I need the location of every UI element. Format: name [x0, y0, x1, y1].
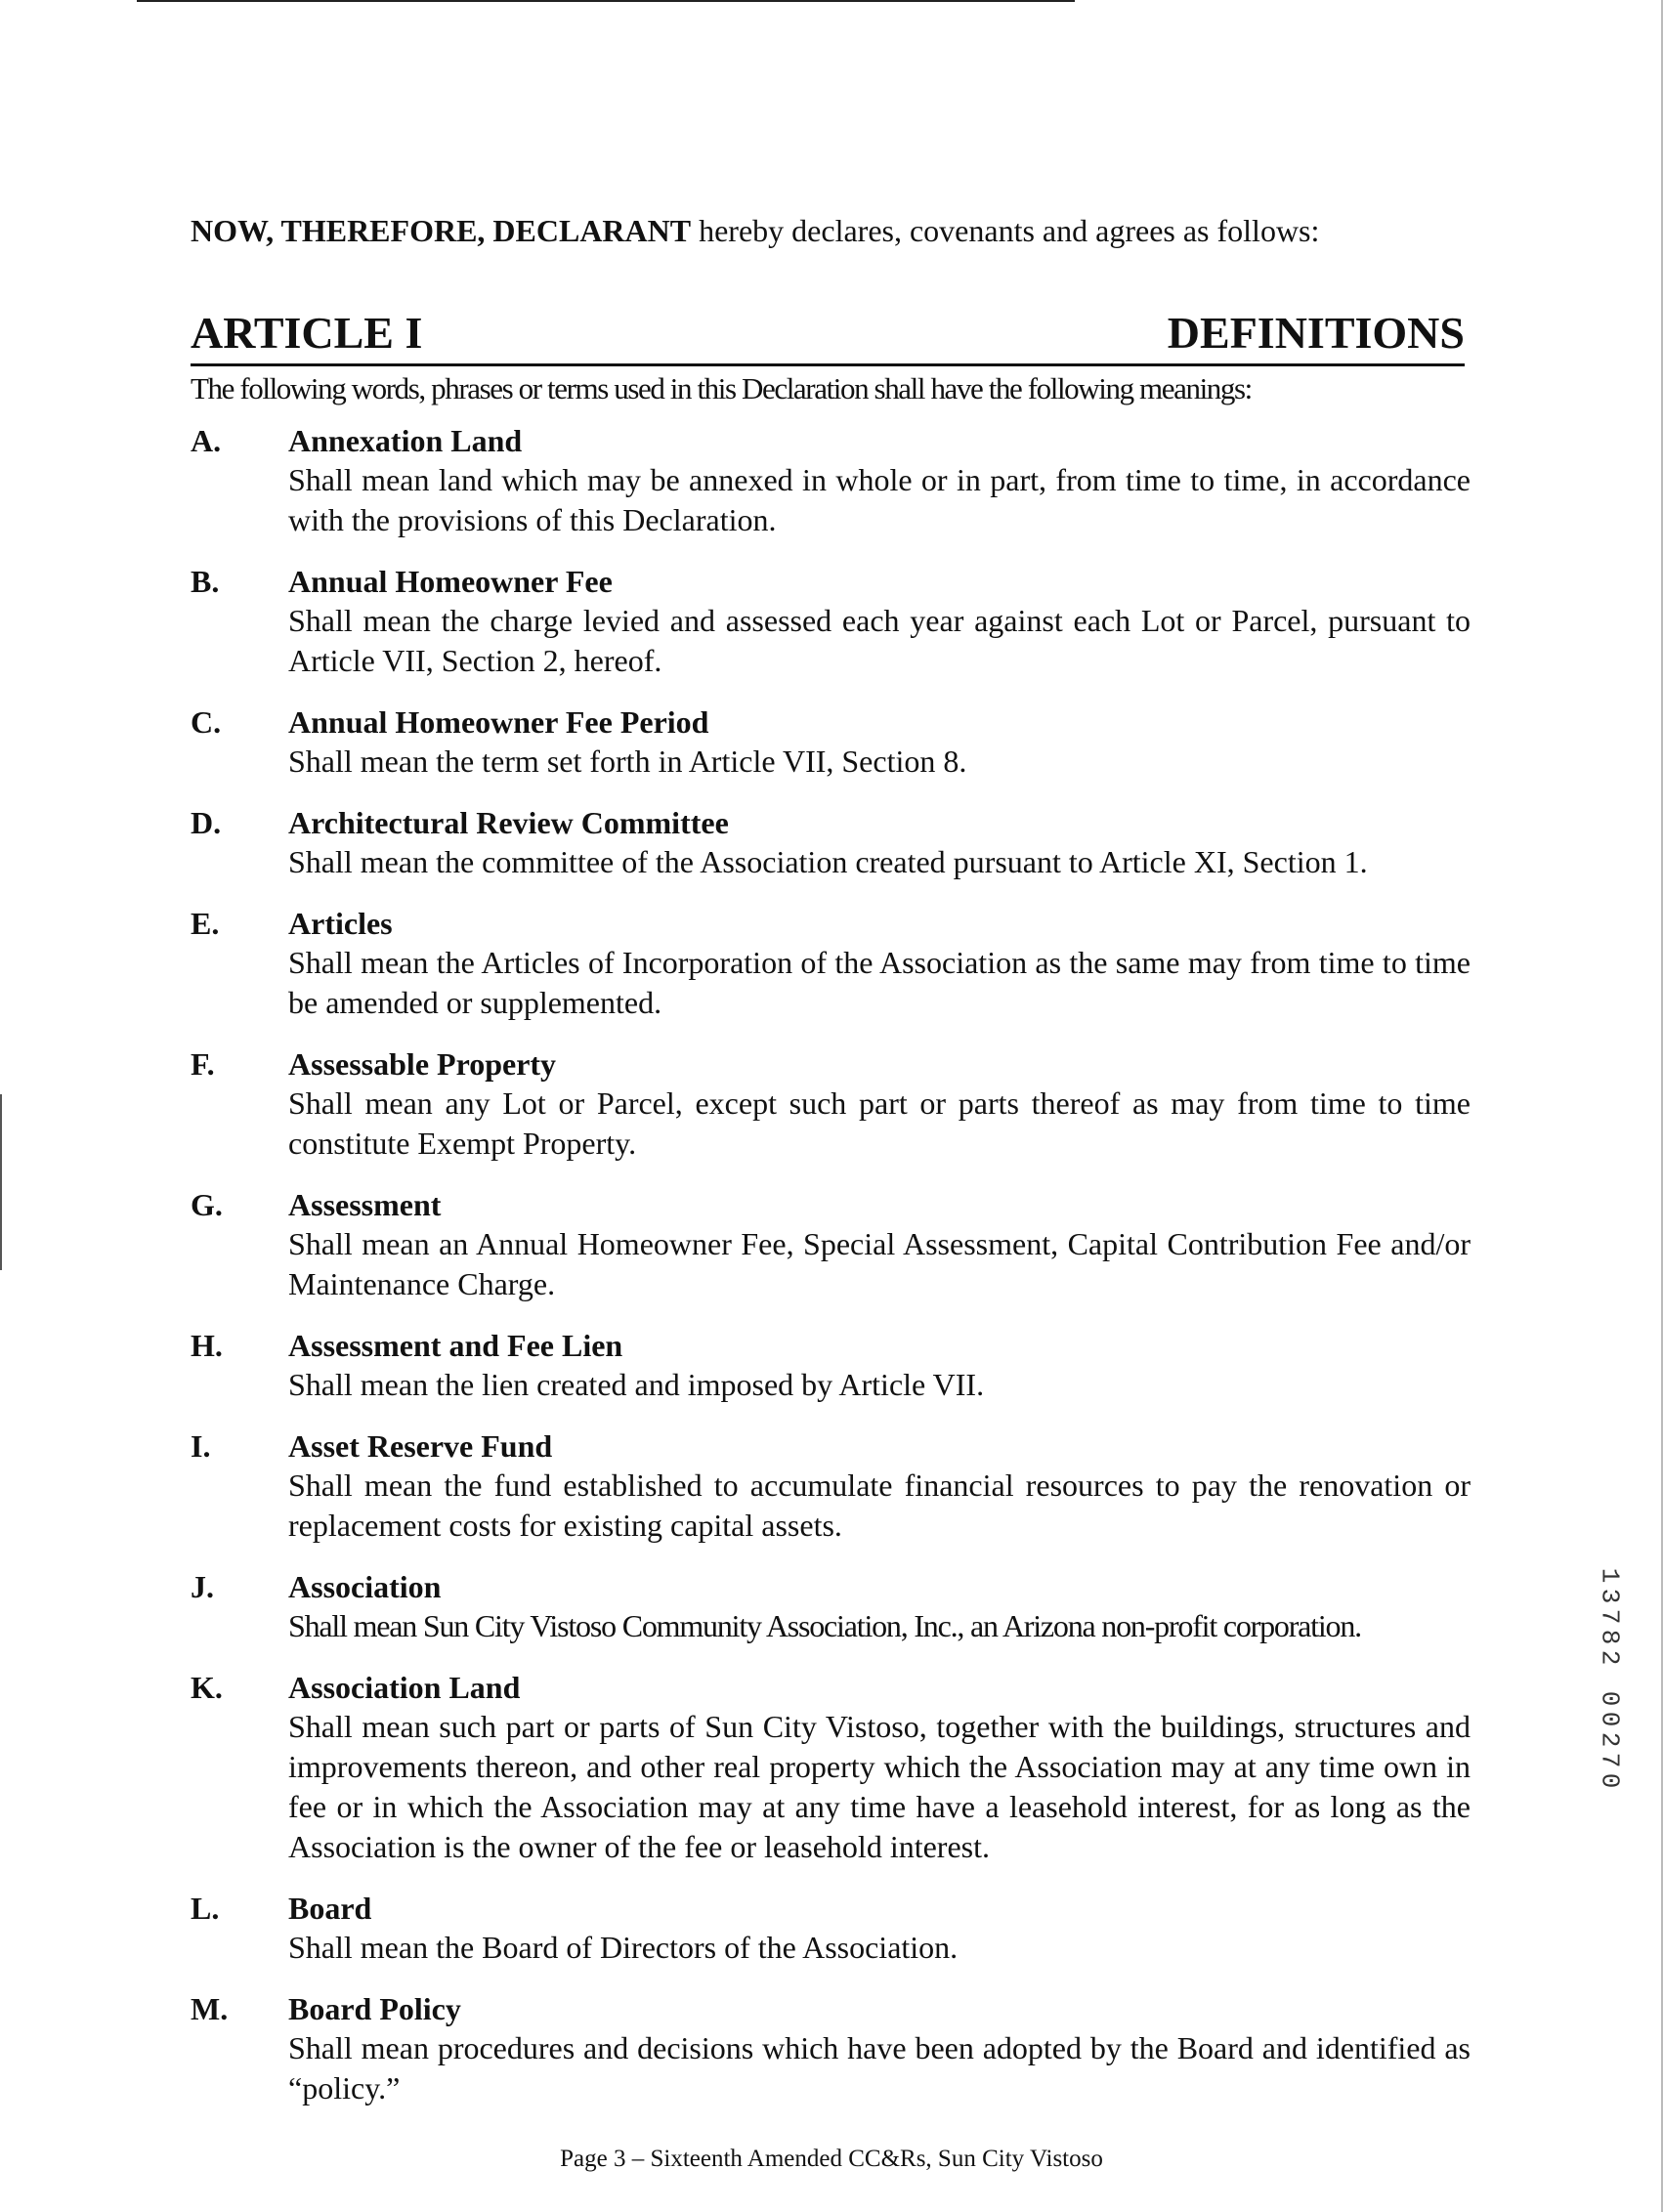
- article-number: ARTICLE I: [191, 308, 423, 358]
- article-heading: [191, 303, 1465, 366]
- definition-item-f: [191, 1044, 1471, 1164]
- definition-letter: C.: [191, 704, 222, 740]
- article-lead: The following words, phrases or terms used in this Declaration shall have the following meanings:: [191, 371, 1252, 405]
- definition-text: Shall mean an Annual Homeowner Fee, Special Assessment, Capital Contribution Fee and/or Maintenance Charge.: [288, 1226, 1471, 1301]
- definition-text: Shall mean the Board of Directors of the Association.: [288, 1930, 959, 1965]
- definition-term: Articles: [288, 906, 393, 941]
- stamp-char: 0: [1595, 1690, 1625, 1707]
- definition-term: Association: [288, 1569, 442, 1604]
- definition-text: Shall mean the charge levied and assessed each year against each Lot or Parcel, pursuant to Article VII, Section 2, hereof.: [288, 603, 1471, 678]
- definition-letter: J.: [191, 1569, 214, 1604]
- definition-item-h: [191, 1326, 1471, 1405]
- definition-item-c: [191, 702, 1471, 782]
- stamp-char: 1: [1595, 1567, 1625, 1584]
- definition-text: Shall mean such part or parts of Sun City Vistoso, together with the buildings, structures and improvements thereon, and other real property which the Association may at any time own in fee or in which the Association may at any time have a leasehold interest, for as long as the Association is the owner of the fee or leasehold interest.: [288, 1709, 1471, 1864]
- definition-letter: E.: [191, 906, 220, 941]
- definition-item-l: [191, 1889, 1471, 1968]
- definition-letter: D.: [191, 805, 222, 840]
- definition-letter: L.: [191, 1891, 220, 1926]
- stamp-char: 7: [1595, 1608, 1625, 1625]
- definition-text: Shall mean any Lot or Parcel, except such part or parts thereof as may from time to time constitute Exempt Property.: [288, 1085, 1471, 1161]
- recording-stamp: [1595, 1565, 1624, 1791]
- definition-text: Shall mean Sun City Vistoso Community Association, Inc., an Arizona non-profit corporation.: [288, 1608, 1361, 1643]
- definition-letter: A.: [191, 423, 222, 458]
- definition-letter: F.: [191, 1046, 215, 1082]
- definition-term: Assessment: [288, 1187, 442, 1222]
- definition-term: Board: [288, 1891, 372, 1926]
- page-footer: Page 3 – Sixteenth Amended CC&Rs, Sun City Vistoso: [560, 2146, 1103, 2172]
- definition-item-a: [191, 421, 1471, 540]
- definition-text: Shall mean the fund established to accumulate financial resources to pay the renovation or replacement costs for existing capital assets.: [288, 1468, 1471, 1543]
- definitions-list: [191, 421, 1471, 2130]
- definition-term: Annexation Land: [288, 423, 523, 458]
- stamp-char: 0: [1595, 1711, 1625, 1727]
- definition-term: Assessable Property: [288, 1046, 557, 1082]
- definition-term: Asset Reserve Fund: [288, 1428, 553, 1464]
- intro-rest: hereby declares, covenants and agrees as follows:: [691, 213, 1320, 248]
- scan-edge-top: [137, 0, 1075, 2]
- definition-term: Annual Homeowner Fee Period: [288, 704, 709, 740]
- intro-paragraph: [191, 209, 1461, 252]
- stamp-char: 2: [1595, 1649, 1625, 1666]
- definition-item-j: [191, 1567, 1471, 1646]
- definition-item-m: [191, 1989, 1471, 2108]
- definition-letter: G.: [191, 1187, 223, 1222]
- article-title: DEFINITIONS: [1167, 308, 1465, 358]
- intro-bold: NOW, THEREFORE, DECLARANT: [191, 213, 692, 248]
- definition-item-b: [191, 562, 1471, 681]
- definition-term: Board Policy: [288, 1991, 461, 2026]
- definition-item-g: [191, 1185, 1471, 1304]
- stamp-char: 8: [1595, 1629, 1625, 1645]
- stamp-char: 2: [1595, 1731, 1625, 1748]
- definition-letter: I.: [191, 1428, 211, 1464]
- stamp-char: 7: [1595, 1752, 1625, 1768]
- definition-text: Shall mean the Articles of Incorporation of the Association as the same may from time to time be amended or supplemented.: [288, 945, 1471, 1020]
- definition-item-i: [191, 1426, 1471, 1546]
- definition-letter: H.: [191, 1328, 223, 1363]
- definition-letter: M.: [191, 1991, 229, 2026]
- stamp-char: 3: [1595, 1588, 1625, 1604]
- definition-item-e: [191, 904, 1471, 1023]
- definition-text: Shall mean land which may be annexed in whole or in part, from time to time, in accordance with the provisions of this Declaration.: [288, 462, 1471, 537]
- definition-text: Shall mean the lien created and imposed by Article VII.: [288, 1367, 985, 1402]
- stamp-char: 0: [1595, 1772, 1625, 1789]
- definition-text: Shall mean procedures and decisions which have been adopted by the Board and identified as “policy.”: [288, 2030, 1471, 2106]
- definition-text: Shall mean the term set forth in Article VII, Section 8.: [288, 744, 967, 779]
- scan-edge-left: [0, 1094, 2, 1270]
- definition-letter: K.: [191, 1670, 223, 1705]
- definition-item-k: [191, 1668, 1471, 1867]
- definition-term: Architectural Review Committee: [288, 805, 729, 840]
- definition-item-d: [191, 803, 1471, 882]
- definition-term: Annual Homeowner Fee: [288, 564, 613, 599]
- definition-text: Shall mean the committee of the Association created pursuant to Article XI, Section 1.: [288, 844, 1368, 879]
- definition-term: Association Land: [288, 1670, 521, 1705]
- definition-letter: B.: [191, 564, 220, 599]
- definition-term: Assessment and Fee Lien: [288, 1328, 623, 1363]
